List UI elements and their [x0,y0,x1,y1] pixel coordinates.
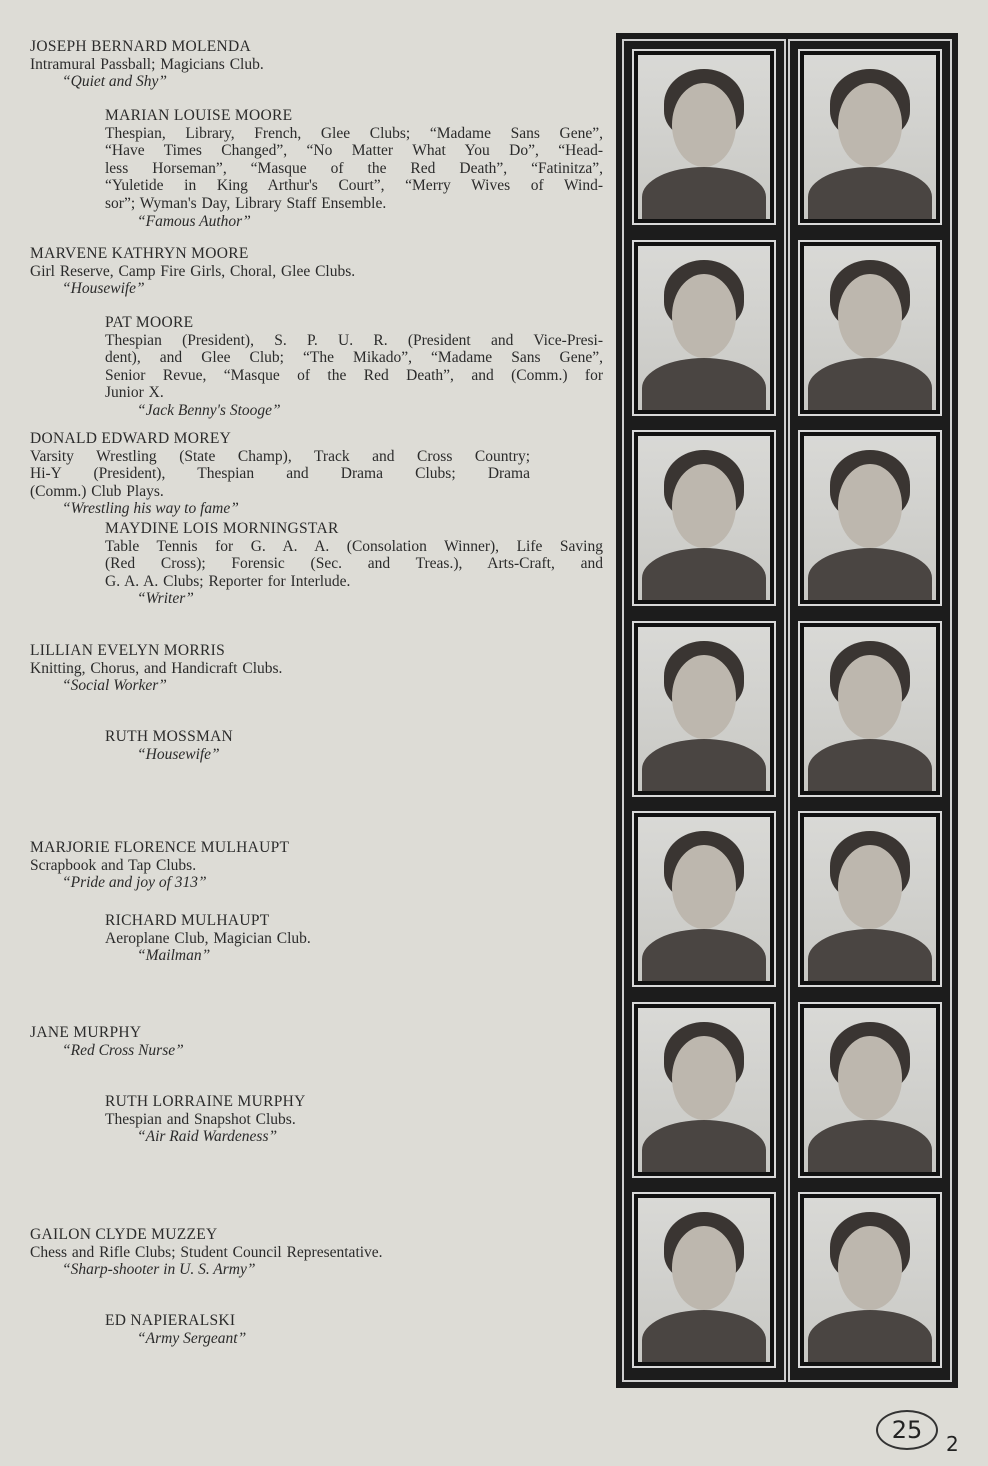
student-entry [30,839,530,892]
student-motto: “Housewife” [62,280,145,298]
activities-line: Junior X. [105,384,164,402]
portrait-frame [632,811,776,987]
portrait-photo [804,436,936,600]
student-entry [105,107,603,230]
student-entry [30,430,530,518]
student-name: RUTH LORRAINE MURPHY [105,1093,306,1110]
portrait-frame [632,621,776,797]
portrait-frame [632,49,776,225]
student-name: RUTH MOSSMAN [105,728,234,745]
activities-line: Chess and Rifle Clubs; Student Council Representative. [30,1243,383,1261]
portrait-frame [798,1192,942,1368]
portrait-photo [804,246,936,410]
student-name: JOSEPH BERNARD MOLENDA [30,38,252,55]
activities-line: Thespian (President), S. P. U. R. (President and Vice-Presi- [105,331,603,349]
portrait-frame [632,430,776,606]
student-motto: “Famous Author” [137,212,251,230]
portrait-photo [804,1008,936,1172]
activities-line: Thespian and Snapshot Clubs. [105,1110,296,1128]
student-entry [105,1312,603,1347]
student-motto: “Air Raid Wardeness” [137,1128,278,1146]
portrait-photo [638,1008,770,1172]
student-name: MARJORIE FLORENCE MULHAUPT [30,839,290,856]
student-entry [30,38,530,91]
portrait-column-right [788,39,952,1382]
activities-line: Thespian, Library, French, Glee Clubs; “Madame Sans Gene”, [105,124,603,142]
student-motto: “Sharp-shooter in U. S. Army” [62,1261,256,1279]
portrait-frame [798,430,942,606]
student-motto: “Mailman” [137,947,211,965]
activities-line: Hi-Y (President), Thespian and Drama Clubs; Drama [30,465,530,483]
student-name: ED NAPIERALSKI [105,1312,236,1329]
portrait-photo [638,627,770,791]
student-motto: “Pride and joy of 313” [62,874,207,892]
activities-line: Girl Reserve, Camp Fire Girls, Choral, Glee Clubs. [30,262,356,280]
activities-line: (Red Cross); Forensic (Sec. and Treas.), Arts-Craft, and [105,555,603,573]
student-motto: “Army Sergeant” [137,1329,247,1347]
page-mark: 2 [946,1432,959,1456]
portrait-frame [798,811,942,987]
student-name: MAYDINE LOIS MORNINGSTAR [105,520,339,537]
activities-line: less Horseman”, “Masque of the Red Death”, “Fatinitza”, [105,159,603,177]
activities-line: Scrapbook and Tap Clubs. [30,856,197,874]
portrait-frame [798,240,942,416]
student-name: MARIAN LOUISE MOORE [105,107,293,124]
student-entry [30,1024,530,1059]
student-motto: “Social Worker” [62,677,167,695]
activities-line: sor”; Wyman's Day, Library Staff Ensemble. [105,194,387,212]
activities-line: Varsity Wrestling (State Champ), Track and Cross Country; [30,447,530,465]
portrait-photo [804,1198,936,1362]
activities-line: (Comm.) Club Plays. [30,482,164,500]
student-motto: “Writer” [137,590,194,608]
portrait-photo [804,55,936,219]
student-entry [105,728,603,763]
portrait-column-left [622,39,786,1382]
student-entry [105,520,603,608]
student-motto: “Red Cross Nurse” [62,1041,184,1059]
portrait-frame [632,240,776,416]
portrait-photo [638,436,770,600]
student-name: RICHARD MULHAUPT [105,912,270,929]
portrait-photo [638,817,770,981]
activities-line: Aeroplane Club, Magician Club. [105,929,311,947]
student-motto: “Wrestling his way to fame” [62,500,239,518]
student-entry [105,912,603,965]
portrait-frame [798,49,942,225]
portrait-panel [616,33,958,1388]
portrait-frame [632,1192,776,1368]
activities-line: Intramural Passball; Magicians Club. [30,55,264,73]
student-name: MARVENE KATHRYN MOORE [30,245,249,262]
student-entry [105,314,603,420]
activities-line: Table Tennis for G. A. A. (Consolation Winner), Life Saving [105,537,603,555]
student-motto: “Housewife” [137,745,220,763]
student-entry [30,642,530,695]
student-entry [30,1226,530,1279]
student-name: LILLIAN EVELYN MORRIS [30,642,226,659]
portrait-photo [638,246,770,410]
portrait-frame [798,621,942,797]
activities-line: G. A. A. Clubs; Reporter for Interlude. [105,572,351,590]
portrait-photo [804,817,936,981]
student-motto: “Quiet and Shy” [62,73,168,91]
student-name: JANE MURPHY [30,1024,142,1041]
page-number: 25 [876,1410,938,1450]
student-entry [105,1093,603,1146]
portrait-photo [638,55,770,219]
activities-line: “Yuletide in King Arthur's Court”, “Merry Wives of Wind- [105,177,603,195]
portrait-frame [632,1002,776,1178]
student-name: PAT MOORE [105,314,194,331]
portrait-photo [638,1198,770,1362]
portrait-frame [798,1002,942,1178]
student-name: GAILON CLYDE MUZZEY [30,1226,218,1243]
student-name: DONALD EDWARD MOREY [30,430,232,447]
activities-line: “Have Times Changed”, “No Matter What You Do”, “Head- [105,142,603,160]
student-entry [30,245,530,298]
portrait-photo [804,627,936,791]
activities-line: Senior Revue, “Masque of the Red Death”, and (Comm.) for [105,366,603,384]
activities-line: Knitting, Chorus, and Handicraft Clubs. [30,659,283,677]
activities-line: dent), and Glee Club; “The Mikado”, “Madame Sans Gene”, [105,349,603,367]
student-motto: “Jack Benny's Stooge” [137,401,281,419]
